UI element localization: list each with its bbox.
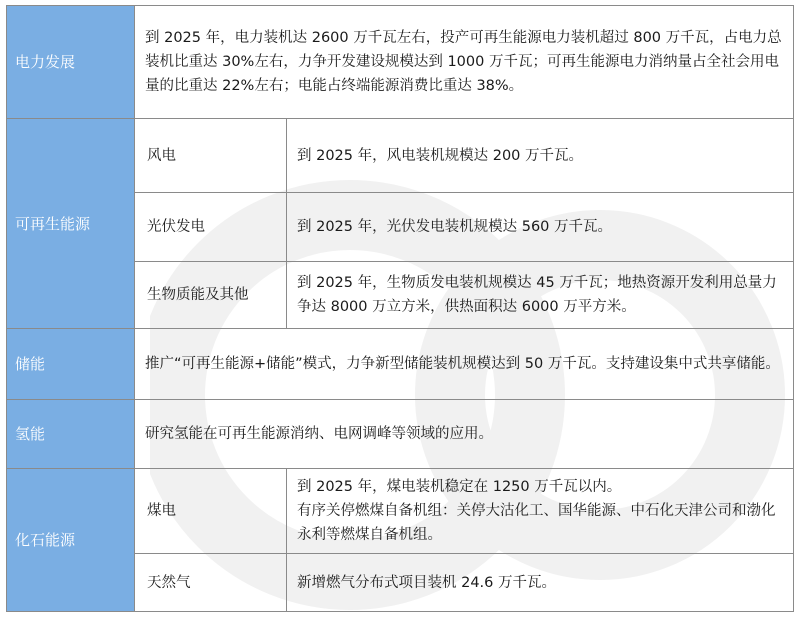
content-cell: 推广“可再生能源+储能”模式，力争新型储能装机规模达到 50 万千瓦。支持建设集中式共享储能。 — [135, 329, 794, 400]
content-line: 到 2025 年，煤电装机稳定在 1250 万千瓦以内。 — [297, 479, 622, 495]
category-cell: 可再生能源 — [7, 119, 135, 329]
content-cell: 研究氢能在可再生能源消纳、电网调峰等领域的应用。 — [135, 400, 794, 469]
category-cell: 化石能源 — [7, 469, 135, 612]
subcategory-cell: 风电 — [135, 119, 287, 193]
table-row — [7, 469, 794, 554]
subcategory-cell: 煤电 — [135, 469, 287, 554]
subcategory-cell: 光伏发电 — [135, 193, 287, 262]
subcategory-cell: 生物质能及其他 — [135, 262, 287, 329]
energy-plan-table — [6, 5, 794, 612]
content-cell: 到 2025 年，生物质发电装机规模达 45 万千瓦；地热资源开发利用总量力争达 8000 万立方米，供热面积达 6000 万平方米。 — [287, 262, 794, 329]
content-cell — [287, 469, 794, 554]
content-cell: 到 2025 年，风电装机规模达 200 万千瓦。 — [287, 119, 794, 193]
content-line: 有序关停燃煤自备机组：关停大沽化工、国华能源、中石化天津公司和渤化永利等燃煤自备机组。 — [297, 503, 776, 543]
content-cell: 到 2025 年，电力装机达 2600 万千瓦左右，投产可再生能源电力装机超过 800 万千瓦，占电力总装机比重达 30%左右，力争开发建设规模达到 1000 万千瓦；可再生能源电力消纳量占全社会用电量的比重达 22%左右；电能占终端能源消费比重达 38%。 — [135, 6, 794, 119]
table-row — [7, 6, 794, 119]
subcategory-cell: 天然气 — [135, 554, 287, 612]
table-row — [7, 400, 794, 469]
table-row — [7, 119, 794, 193]
category-cell: 储能 — [7, 329, 135, 400]
table-row — [7, 329, 794, 400]
content-cell: 到 2025 年，光伏发电装机规模达 560 万千瓦。 — [287, 193, 794, 262]
category-cell: 电力发展 — [7, 6, 135, 119]
category-cell: 氢能 — [7, 400, 135, 469]
content-cell: 新增燃气分布式项目装机 24.6 万千瓦。 — [287, 554, 794, 612]
